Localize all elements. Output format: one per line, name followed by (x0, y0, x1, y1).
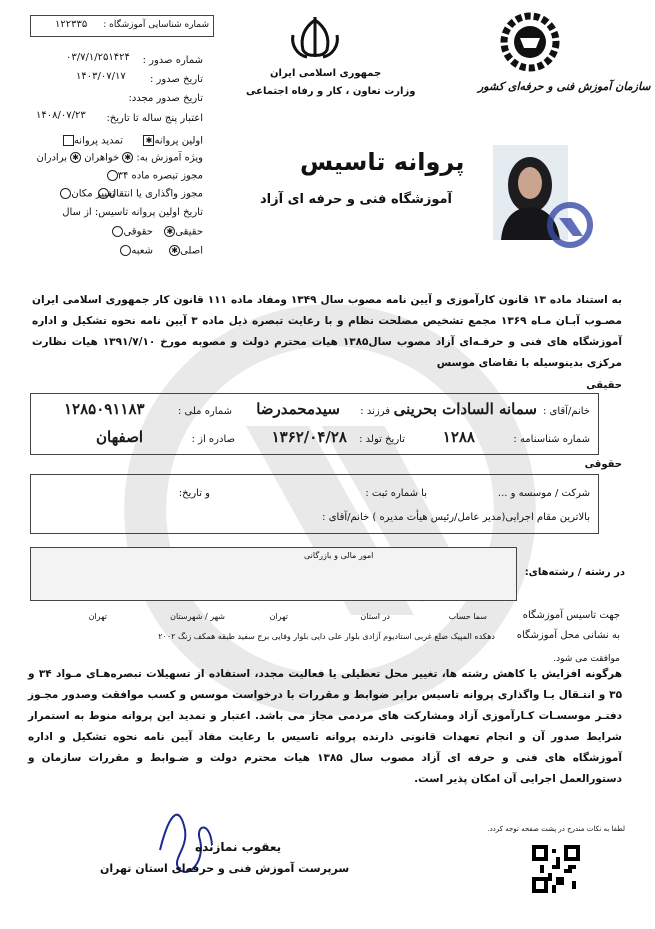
checkbox-icon (63, 135, 74, 146)
checked-radio-icon: ✱ (122, 152, 133, 163)
gov-line1: جمهوری اسلامی ایران (270, 68, 382, 79)
signer-title: سرپرست آموزش فنی و حرفه‌ای استان تهران (100, 862, 350, 875)
issue-number: ۰۳/۷/۱/۲۵۱۴۲۴ (66, 52, 130, 63)
footnote: لطفا به نکات مندرج در پشت صفحه توجه کردد. (487, 825, 625, 833)
place-label: صادره از : (191, 434, 235, 445)
address-label: به نشانی محل آموزشگاه (516, 630, 620, 641)
city-label: شهر / شهرستان (170, 612, 225, 621)
province-label: در استان (360, 612, 390, 621)
reg-date-label: و تاریخ: (178, 488, 210, 499)
legal-heading: حقوقی (584, 459, 622, 470)
special-training: ویژه آموزش به: ✱خواهران ✱برادران (36, 152, 203, 164)
real-heading: حقیقی (586, 380, 622, 391)
radio-icon (107, 170, 118, 181)
national-value: ۱۲۸۵۰۹۱۱۸۳ (64, 400, 145, 418)
real-option: حقیقی✱ (161, 226, 203, 238)
field-label: در رشته / رشته‌های: (524, 567, 625, 578)
field-value: امور مالی و بازرگانی (304, 551, 374, 560)
place-value: اصفهان (96, 428, 143, 446)
id-value: ۱۲۸۸ (442, 428, 475, 446)
org-name: سازمان آموزش فنی و حرفه‌ای کشور (478, 80, 651, 93)
checked-box-icon: ✱ (143, 135, 154, 146)
city-value: تهران (88, 612, 107, 621)
main-option: اصلی✱ (166, 245, 203, 257)
id-label: شماره شناسنامه : (513, 434, 590, 445)
ceo-label: بالاترین مقام اجرایی(مدیر عامل/رئیس هیأت مدیره ) خانم/آقای : (322, 512, 590, 523)
issue-number-label: شماره صدور : (142, 55, 203, 66)
org-logo-icon (490, 10, 570, 75)
company-label: شرکت / موسسه و ... (497, 488, 590, 499)
birth-value: ۱۳۶۲/۰۴/۲۸ (271, 428, 347, 446)
intro-paragraph: به استناد ماده ۱۳ قانون کارآموزی و آیین نامه مصوب سال ۱۳۴۹ ومفاد ماده ۱۱۱ قانون کار جمهوری اسلامی ایران مصـوب آبـان مـاه ۱۳۶۹ مجمع تشخیص مصلحت نظام و با رعایت تبصره ذیل ماده ۳ آیین نامه نحوه تشکیل و اداره آموزشگاه های فنی و حرفـه‌ای آزاد مصوب سال۱۳۸۵ هیات محترم دولت و مصوبه مورخ ۱۳۹۱/۷/۱۰ هیات نظارت مرکزی بدینوسیله با تقاضای موسس (32, 294, 622, 369)
page-title: پروانه تاسیس (300, 148, 465, 176)
transfer-option: مجوز واگذاری یا انتقال (95, 188, 203, 200)
approval-text: موافقت می شود. (553, 654, 620, 664)
emblem-icon (285, 15, 345, 60)
field-box (30, 547, 517, 601)
serial-value: ۱۲۲۳۳۵ (55, 19, 88, 30)
valid-until: ۱۴۰۸/۰۷/۲۳ (36, 110, 86, 121)
first-license-option: اولین پروانه✱ (140, 135, 203, 147)
branch-option: شعبه (117, 245, 153, 257)
gov-line2: وزارت تعاون ، کار و رفاه اجتماعی (246, 86, 416, 97)
father-value: سیدمحمدرضا (256, 400, 340, 418)
qr-code (532, 845, 580, 893)
legal-option: حقوقی (109, 226, 153, 238)
signer-name: یعقوب نمازنده (195, 840, 282, 854)
address-value: دهکده المپیک ضلع غربی استادیوم آزادی بلوار علی دایی بلوار وفایی برج سفید طبقه همکف زنگ ۲۰۰۲ (158, 632, 495, 641)
reg-label: با شماره ثبت : (365, 488, 427, 499)
issue-date-label: تاریخ صدور : (149, 74, 203, 85)
national-label: شماره ملی : (177, 406, 232, 417)
page-subtitle: آموزشگاه فنی و حرفه ای آزاد (260, 192, 453, 207)
institute-name: سما حساب (448, 612, 487, 621)
father-label: فرزند : (360, 406, 390, 417)
legal-entity-box (30, 474, 599, 534)
birth-label: تاریخ تولد : (359, 434, 405, 445)
location-prefix: جهت تاسیس آموزشگاه (522, 610, 620, 621)
checked-radio-icon: ✱ (70, 152, 81, 163)
radio-icon (60, 188, 71, 199)
conditions-paragraph: هرگونه افزایش یا کاهش رشته ها، تغییر محل تعطیلی یا فعالیت مجدد، استفاده از تسهیلات تبصره‌هـای مـواد ۳۴ و ۳۵ و انتـقال یـا واگذاری پروانه تاسیس برابر ضوابط و مقررات با درخواست موسس و کسب موافقت وصدور مجـوز دفتـر موسسـات کـارآموزی آزاد ومشارکت های مردمی مجاز می باشد. اعتبار و تمدید این پروانه منوط به استمرار شرایط صدور آن و انجام تعهدات قانونی دارنده پروانه تاسیس با رعایت مفاد آیین نامه نحوه تشکیل و اداره آموزشگاه های فنی و حرفه ای آزاد مصوب سال ۱۳۸۵ هیات محترم دولت و ضـوابط و مقررات سازمان و دستورالعمل اجرایی آن امکان پذیر است. (28, 668, 622, 785)
name-value: سمانه السادات (442, 400, 537, 418)
relocation-option: تغییر مکان (57, 188, 115, 200)
valid-until-label: اعتبار پنج ساله تا تاریخ: (106, 113, 203, 124)
serial-box: شماره شناسایی آموزشگاه : ۱۲۲۳۳۵ (30, 15, 214, 37)
province-value: تهران (269, 612, 288, 621)
art34-option: مجوز تبصره ماده ۳۴ (104, 170, 203, 182)
renew-license-option: تمدید پروانه (60, 135, 123, 147)
reissue-date-label: تاریخ صدور مجدد: (128, 93, 203, 104)
family-value: بحرینی (393, 400, 437, 418)
name-label: خانم/آقای : (542, 406, 590, 417)
issue-date: ۱۴۰۳/۰۷/۱۷ (76, 71, 126, 82)
first-license-date: تاریخ اولین پروانه تاسیس: از سال (62, 207, 203, 218)
stamp-icon (545, 200, 595, 250)
